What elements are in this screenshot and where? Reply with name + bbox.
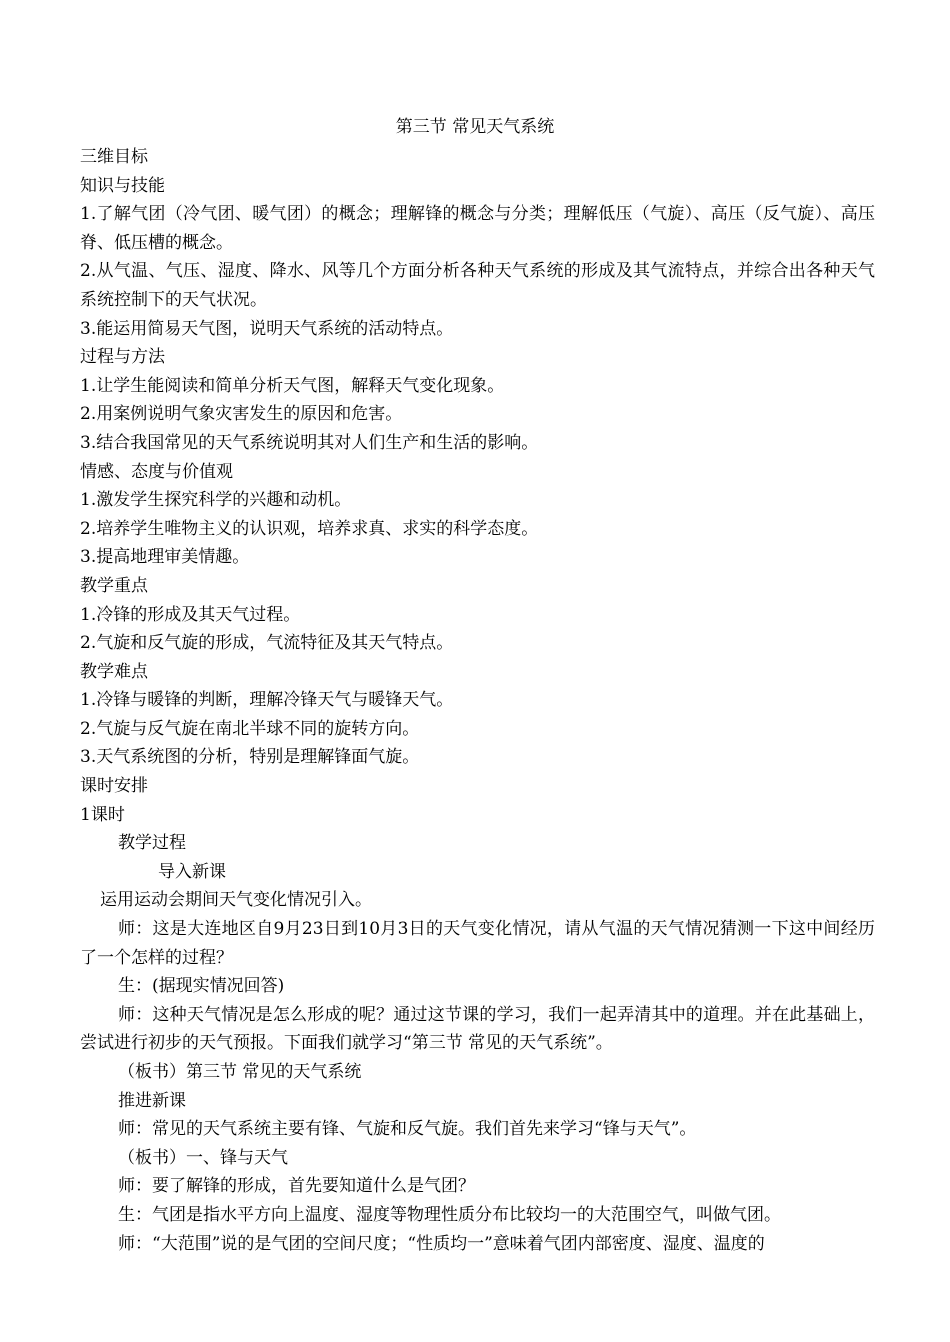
zhongdian-item-2: 2.气旋和反气旋的形成，气流特征及其天气特点。 (80, 633, 454, 654)
guocheng-item-3: 3.结合我国常见的天气系统说明其对人们生产和生活的影响。 (80, 432, 539, 453)
heading-zhongdian: 教学重点 (80, 575, 148, 596)
heading-nandian: 教学难点 (80, 661, 148, 682)
nandian-item-2: 2.气旋与反气旋在南北半球不同的旋转方向。 (80, 718, 420, 739)
heading-keshi: 课时安排 (80, 776, 148, 797)
nandian-item-1: 1.冷锋与暖锋的判断，理解冷锋天气与暖锋天气。 (80, 690, 454, 711)
qinggan-item-2: 2.培养学生唯物主义的认识观，培养求真、求实的科学态度。 (80, 518, 539, 539)
paragraph-banshu-1: （板书）第三节 常见的天气系统 (118, 1062, 362, 1082)
zhongdian-item-1: 1.冷锋的形成及其天气过程。 (80, 604, 301, 625)
heading-tuijin: 推进新课 (118, 1090, 186, 1111)
paragraph-student-1: 生：(据现实情况回答) (118, 976, 285, 997)
heading-guocheng: 过程与方法 (80, 347, 165, 368)
paragraph-yinru: 运用运动会期间天气变化情况引入。 (100, 890, 372, 911)
guocheng-item-2: 2.用案例说明气象灾害发生的原因和危害。 (80, 404, 403, 425)
nandian-item-3: 3.天气系统图的分析，特别是理解锋面气旋。 (80, 747, 420, 768)
heading-zhishi: 知识与技能 (80, 175, 165, 196)
zhishi-item-1: 1.了解气团（冷气团、暖气团）的概念；理解锋的概念与分类；理解低压（气旋）、高压（反气旋）、高压脊、低压槽的概念。 (80, 204, 875, 253)
paragraph-banshu-2: （板书）一、锋与天气 (118, 1147, 288, 1168)
zhishi-item-2: 2.从气温、气压、湿度、降水、风等几个方面分析各种天气系统的形成及其气流特点，并综合出各种天气系统控制下的天气状况。 (80, 261, 875, 310)
zhishi-item-3: 3.能运用简易天气图，说明天气系统的活动特点。 (80, 318, 454, 339)
paragraph-teacher-1: 师：这是大连地区自9月23日到10月3日的天气变化情况，请从气温的天气情况猜测一下这中间经历了一个怎样的过程？ (80, 919, 875, 968)
heading-jiaoxue-guocheng: 教学过程 (118, 833, 186, 854)
qinggan-item-1: 1.激发学生探究科学的兴趣和动机。 (80, 490, 352, 511)
guocheng-item-1: 1.让学生能阅读和简单分析天气图，解释天气变化现象。 (80, 375, 505, 396)
qinggan-item-3: 3.提高地理审美情趣。 (80, 547, 250, 568)
heading-qinggan: 情感、态度与价值观 (80, 461, 233, 482)
heading-sanwei: 三维目标 (80, 147, 148, 167)
paragraph-teacher-3: 师：常见的天气系统主要有锋、气旋和反气旋。我们首先来学习“锋与天气”。 (118, 1119, 697, 1140)
page-title: 第三节 常见天气系统 (395, 117, 555, 137)
paragraph-teacher-5: 师：“大范围”说的是气团的空间尺度；“性质均一”意味着气团内部密度、湿度、温度的 (118, 1233, 765, 1254)
paragraph-teacher-2: 师：这种天气情况是怎么形成的呢？通过这节课的学习，我们一起弄清其中的道理。并在此基础上，尝试进行初步的天气预报。下面我们就学习“第三节 常见的天气系统”。 (80, 1004, 875, 1054)
keshi-value: 1课时 (80, 804, 125, 825)
paragraph-teacher-4: 师：要了解锋的形成，首先要知道什么是气团？ (118, 1176, 475, 1197)
document-body (80, 143, 875, 1258)
heading-daoru: 导入新课 (158, 861, 226, 882)
paragraph-student-2: 生：气团是指水平方向上温度、湿度等物理性质分布比较均一的大范围空气，叫做气团。 (118, 1204, 781, 1225)
